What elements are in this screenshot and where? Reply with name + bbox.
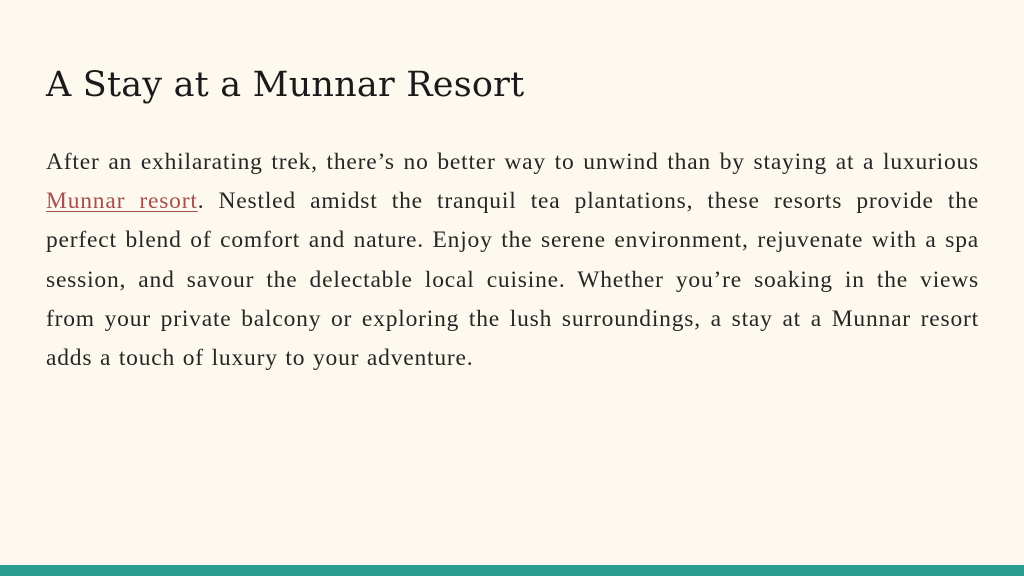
slide-title: A Stay at a Munnar Resort — [46, 65, 525, 105]
body-paragraph — [46, 143, 979, 378]
munnar-resort-link[interactable]: Munnar resort — [46, 188, 198, 215]
bottom-accent-bar — [0, 565, 1024, 576]
paragraph-text-before-link: After an exhilarating trek, there’s no better way to unwind than by staying at a luxurious — [46, 149, 979, 175]
paragraph-text-after-link: . Nestled amidst the tranquil tea plantations, these resorts provide the perfect blend of comfort and nature. Enjoy the serene environment, rejuvenate with a spa session, and savour the delectable local cuisine. Whether you’re soaking in the views from your private balcony or exploring the lush surroundings, a stay at a Munnar resort adds a touch of luxury to your adventure. — [46, 188, 979, 372]
